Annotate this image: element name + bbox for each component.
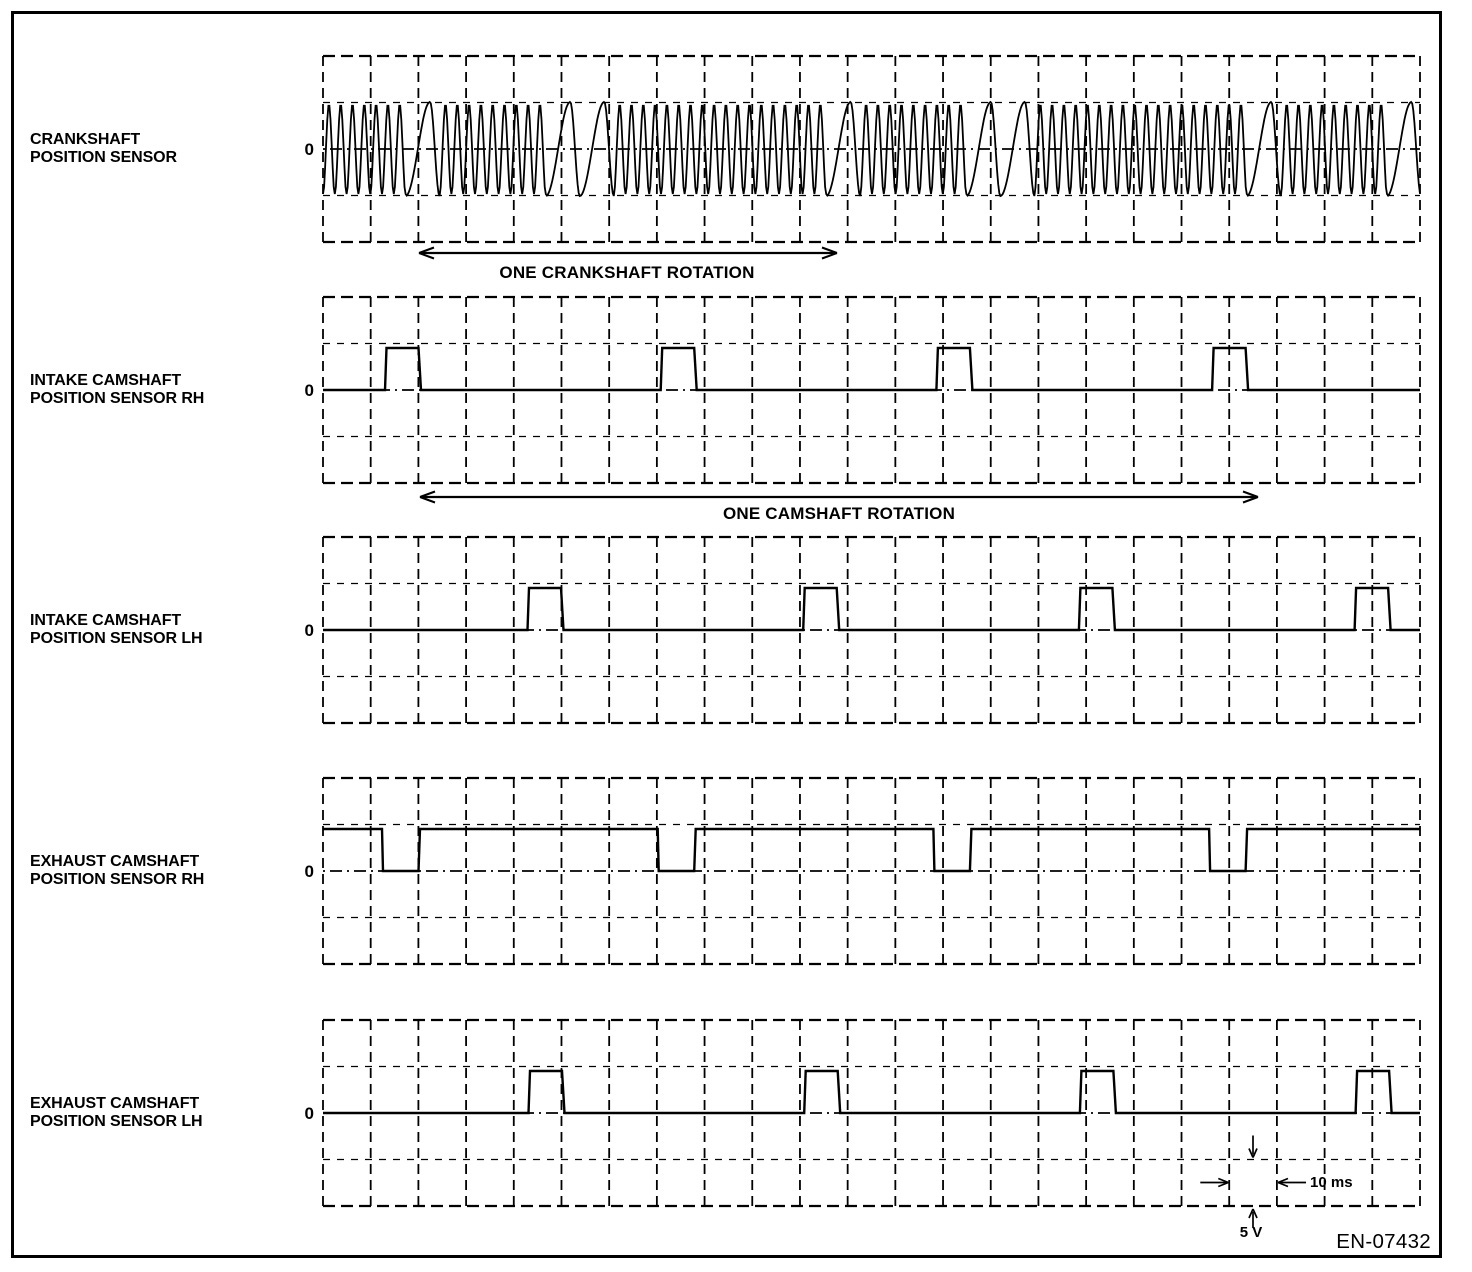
cam-rotation-arrow [420, 492, 1258, 503]
intake-cam-rh-waveform [323, 348, 1420, 390]
caption-volts-per-division: 5 V [1239, 1224, 1263, 1241]
panel-intake-cam-lh-signal [323, 588, 1420, 630]
label-exhaust-camshaft-rh [30, 853, 204, 888]
panel-exhaust-cam-rh-grid [323, 778, 1420, 964]
label-line: POSITION SENSOR RH [30, 389, 205, 407]
label-line: INTAKE CAMSHAFT [30, 612, 182, 629]
label-intake-camshaft-rh [30, 372, 204, 407]
intake-cam-lh-waveform [323, 588, 1420, 630]
crankshaft-waveform [323, 102, 1420, 196]
crank-rotation-arrow [419, 248, 837, 259]
zero-label-exhaust-lh: 0 [304, 1104, 314, 1123]
exhaust-cam-lh-waveform [323, 1071, 1420, 1113]
label-intake-camshaft-lh [30, 612, 202, 647]
label-crankshaft-position-sensor [30, 131, 177, 166]
panel-crankshaft-signal [323, 102, 1420, 196]
time-division-marker [1200, 1179, 1306, 1187]
caption-time-per-division: 10 ms [1310, 1174, 1353, 1191]
panel-exhaust-cam-lh-signal [323, 1071, 1420, 1113]
caption-one-crankshaft-rotation: ONE CRANKSHAFT ROTATION [499, 263, 755, 282]
label-line: CRANKSHAFT [30, 131, 141, 148]
panel-intake-cam-rh-signal [323, 348, 1420, 390]
label-line: EXHAUST CAMSHAFT [30, 1095, 200, 1112]
label-line: EXHAUST CAMSHAFT [30, 853, 200, 870]
panel-crankshaft-grid [323, 56, 1420, 242]
exhaust-cam-rh-waveform [323, 829, 1420, 871]
label-exhaust-camshaft-lh [30, 1095, 202, 1130]
label-line: POSITION SENSOR RH [30, 870, 205, 888]
zero-label-exhaust-rh: 0 [304, 862, 314, 881]
figure-code: EN-07432 [1336, 1230, 1431, 1253]
label-line: POSITION SENSOR LH [30, 629, 203, 647]
label-line: POSITION SENSOR [30, 148, 177, 166]
panel-exhaust-cam-rh-signal [323, 829, 1420, 871]
label-line: POSITION SENSOR LH [30, 1112, 203, 1130]
zero-label-intake-rh: 0 [304, 381, 314, 400]
volt-division-marker [1249, 1136, 1257, 1229]
zero-label-crankshaft: 0 [304, 140, 314, 159]
label-line: INTAKE CAMSHAFT [30, 372, 182, 389]
zero-label-intake-lh: 0 [304, 621, 314, 640]
caption-one-camshaft-rotation: ONE CAMSHAFT ROTATION [722, 504, 956, 523]
